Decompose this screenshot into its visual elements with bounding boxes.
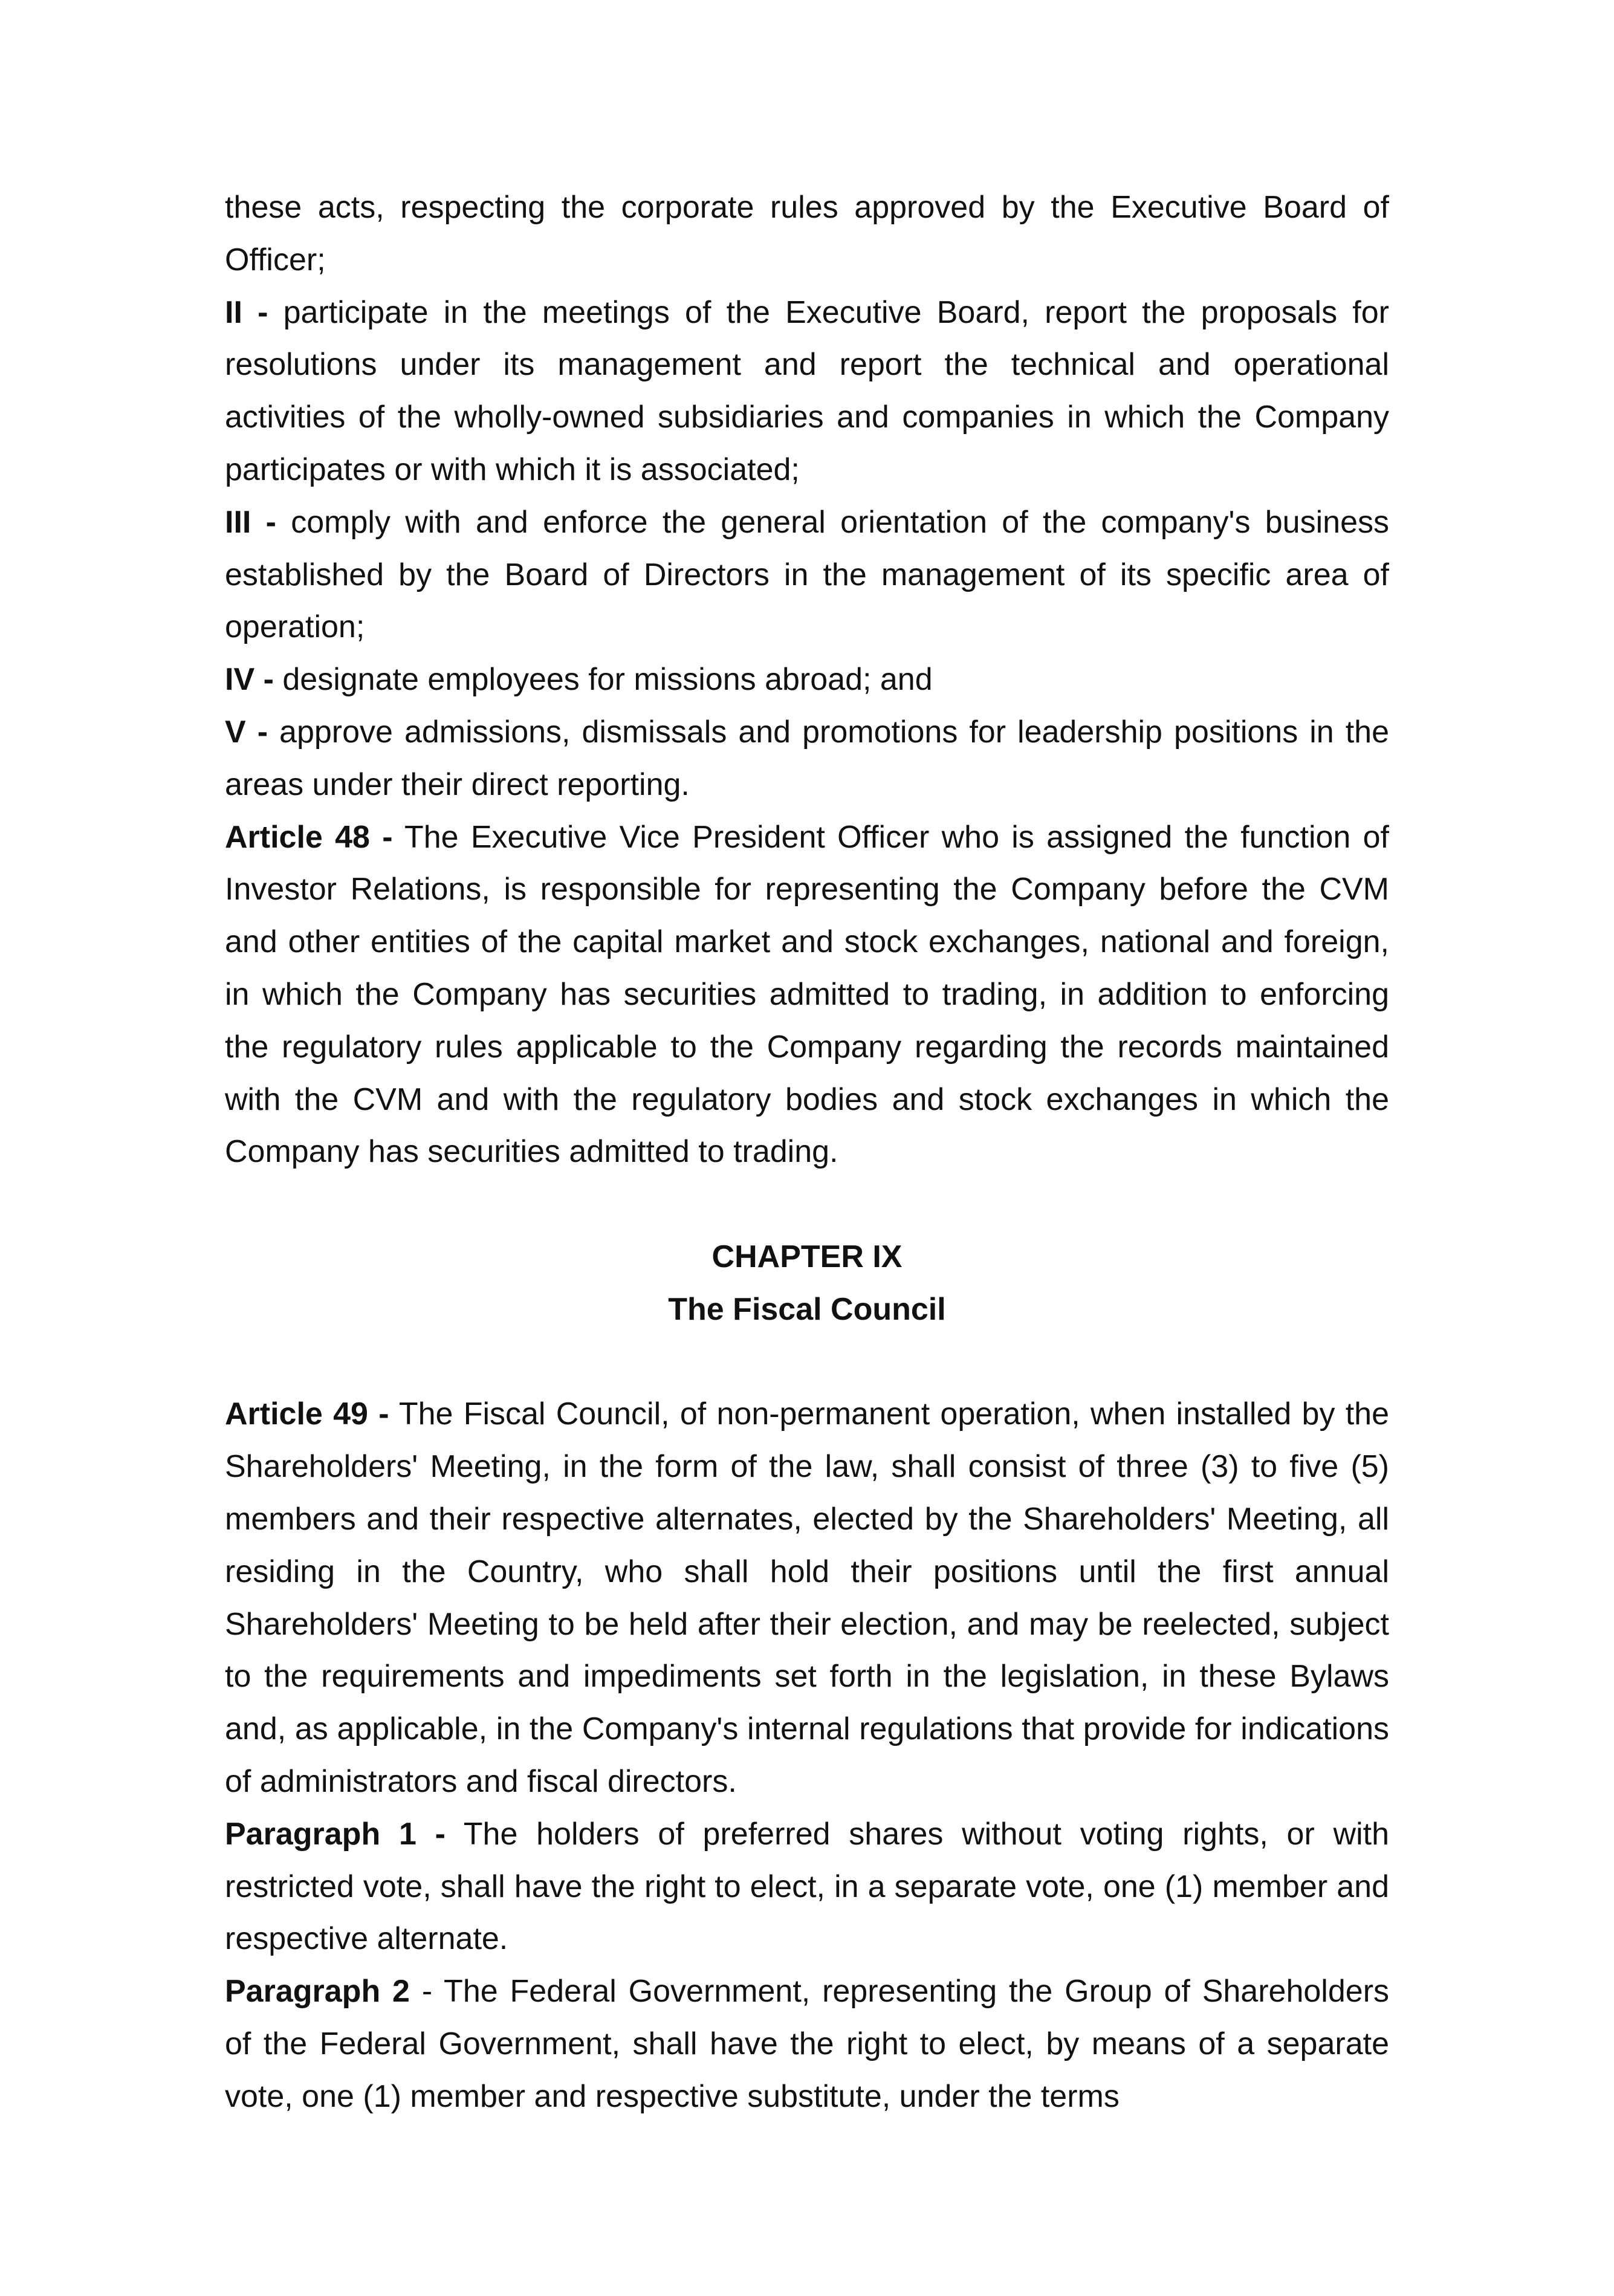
paragraph-1-label: Paragraph 1 - [225, 1816, 446, 1852]
paragraph-item-iv: IV - designate employees for missions abroad; and [225, 662, 933, 698]
paragraph-1: Paragraph 1 - The holders of preferred shares without voting rights, or with restricted vote, shall have the right to elect, in a separate vote, one (1) member and respective alternate. [225, 1816, 1389, 1957]
paragraph-item-iii: III - comply with and enforce the general orientation of the company's business established by the Board of Directors in the management of its specific area of operation; [225, 504, 1389, 645]
paragraph-continuation: these acts, respecting the corporate rules approved by the Executive Board of Officer; [225, 190, 1389, 277]
article-48-label: Article 48 - [225, 819, 393, 855]
item-ii-label: II - [225, 294, 268, 330]
chapter-heading: CHAPTER IX [711, 1239, 903, 1274]
chapter-title: The Fiscal Council [668, 1291, 946, 1327]
paragraph-article-49: Article 49 - The Fiscal Council, of non-permanent operation, when installed by the Shareholders' Meeting, in the form of the law, shall consist of three (3) to five (5) members and their respective alternates, elected by the Shareholders' Meeting, all residing in the Country, who shall hold their positions until the first annual Shareholders' Meeting to be held after their election, and may be reelected, subject to the requirements and impediments set forth in the legislation, in these Bylaws and, as applicable, in the Company's internal regulations that provide for indications of administrators and fiscal directors. [225, 1396, 1390, 1799]
paragraph-item-v: V - approve admissions, dismissals and promotions for leadership positions in the areas under their direct reporting. [225, 714, 1389, 802]
item-v-label: V - [225, 714, 268, 750]
item-iii-label: III - [225, 504, 276, 540]
paragraph-2-label: Paragraph 2 [225, 1974, 410, 2009]
article-49-label: Article 49 - [225, 1396, 389, 1432]
item-iv-label: IV - [225, 662, 274, 698]
paragraph-article-48: Article 48 - The Executive Vice President Officer who is assigned the function of Investor Relations, is responsible for representing the Company before the CVM and other entities of the capital market and stock exchanges, national and foreign, in which the Company has securities admitted to trading, in addition to enforcing the regulatory rules applicable to the Company regarding the records maintained with the CVM and with the regulatory bodies and stock exchanges in which the Company has securities admitted to trading. [225, 819, 1390, 1170]
spacer [225, 1336, 1389, 1389]
paragraph-2: Paragraph 2 - The Federal Government, representing the Group of Shareholders of the Federal Government, shall have the right to elect, by means of a separate vote, one (1) member and respective substitute, under the terms [225, 1974, 1390, 2114]
document-page [225, 181, 1389, 2123]
spacer [225, 1178, 1389, 1231]
paragraph-item-ii: II - participate in the meetings of the Executive Board, report the proposals for resolutions under its management and report the technical and operational activities of the wholly-owned subsidiaries and companies in which the Company participates or with which it is associated; [225, 294, 1389, 487]
